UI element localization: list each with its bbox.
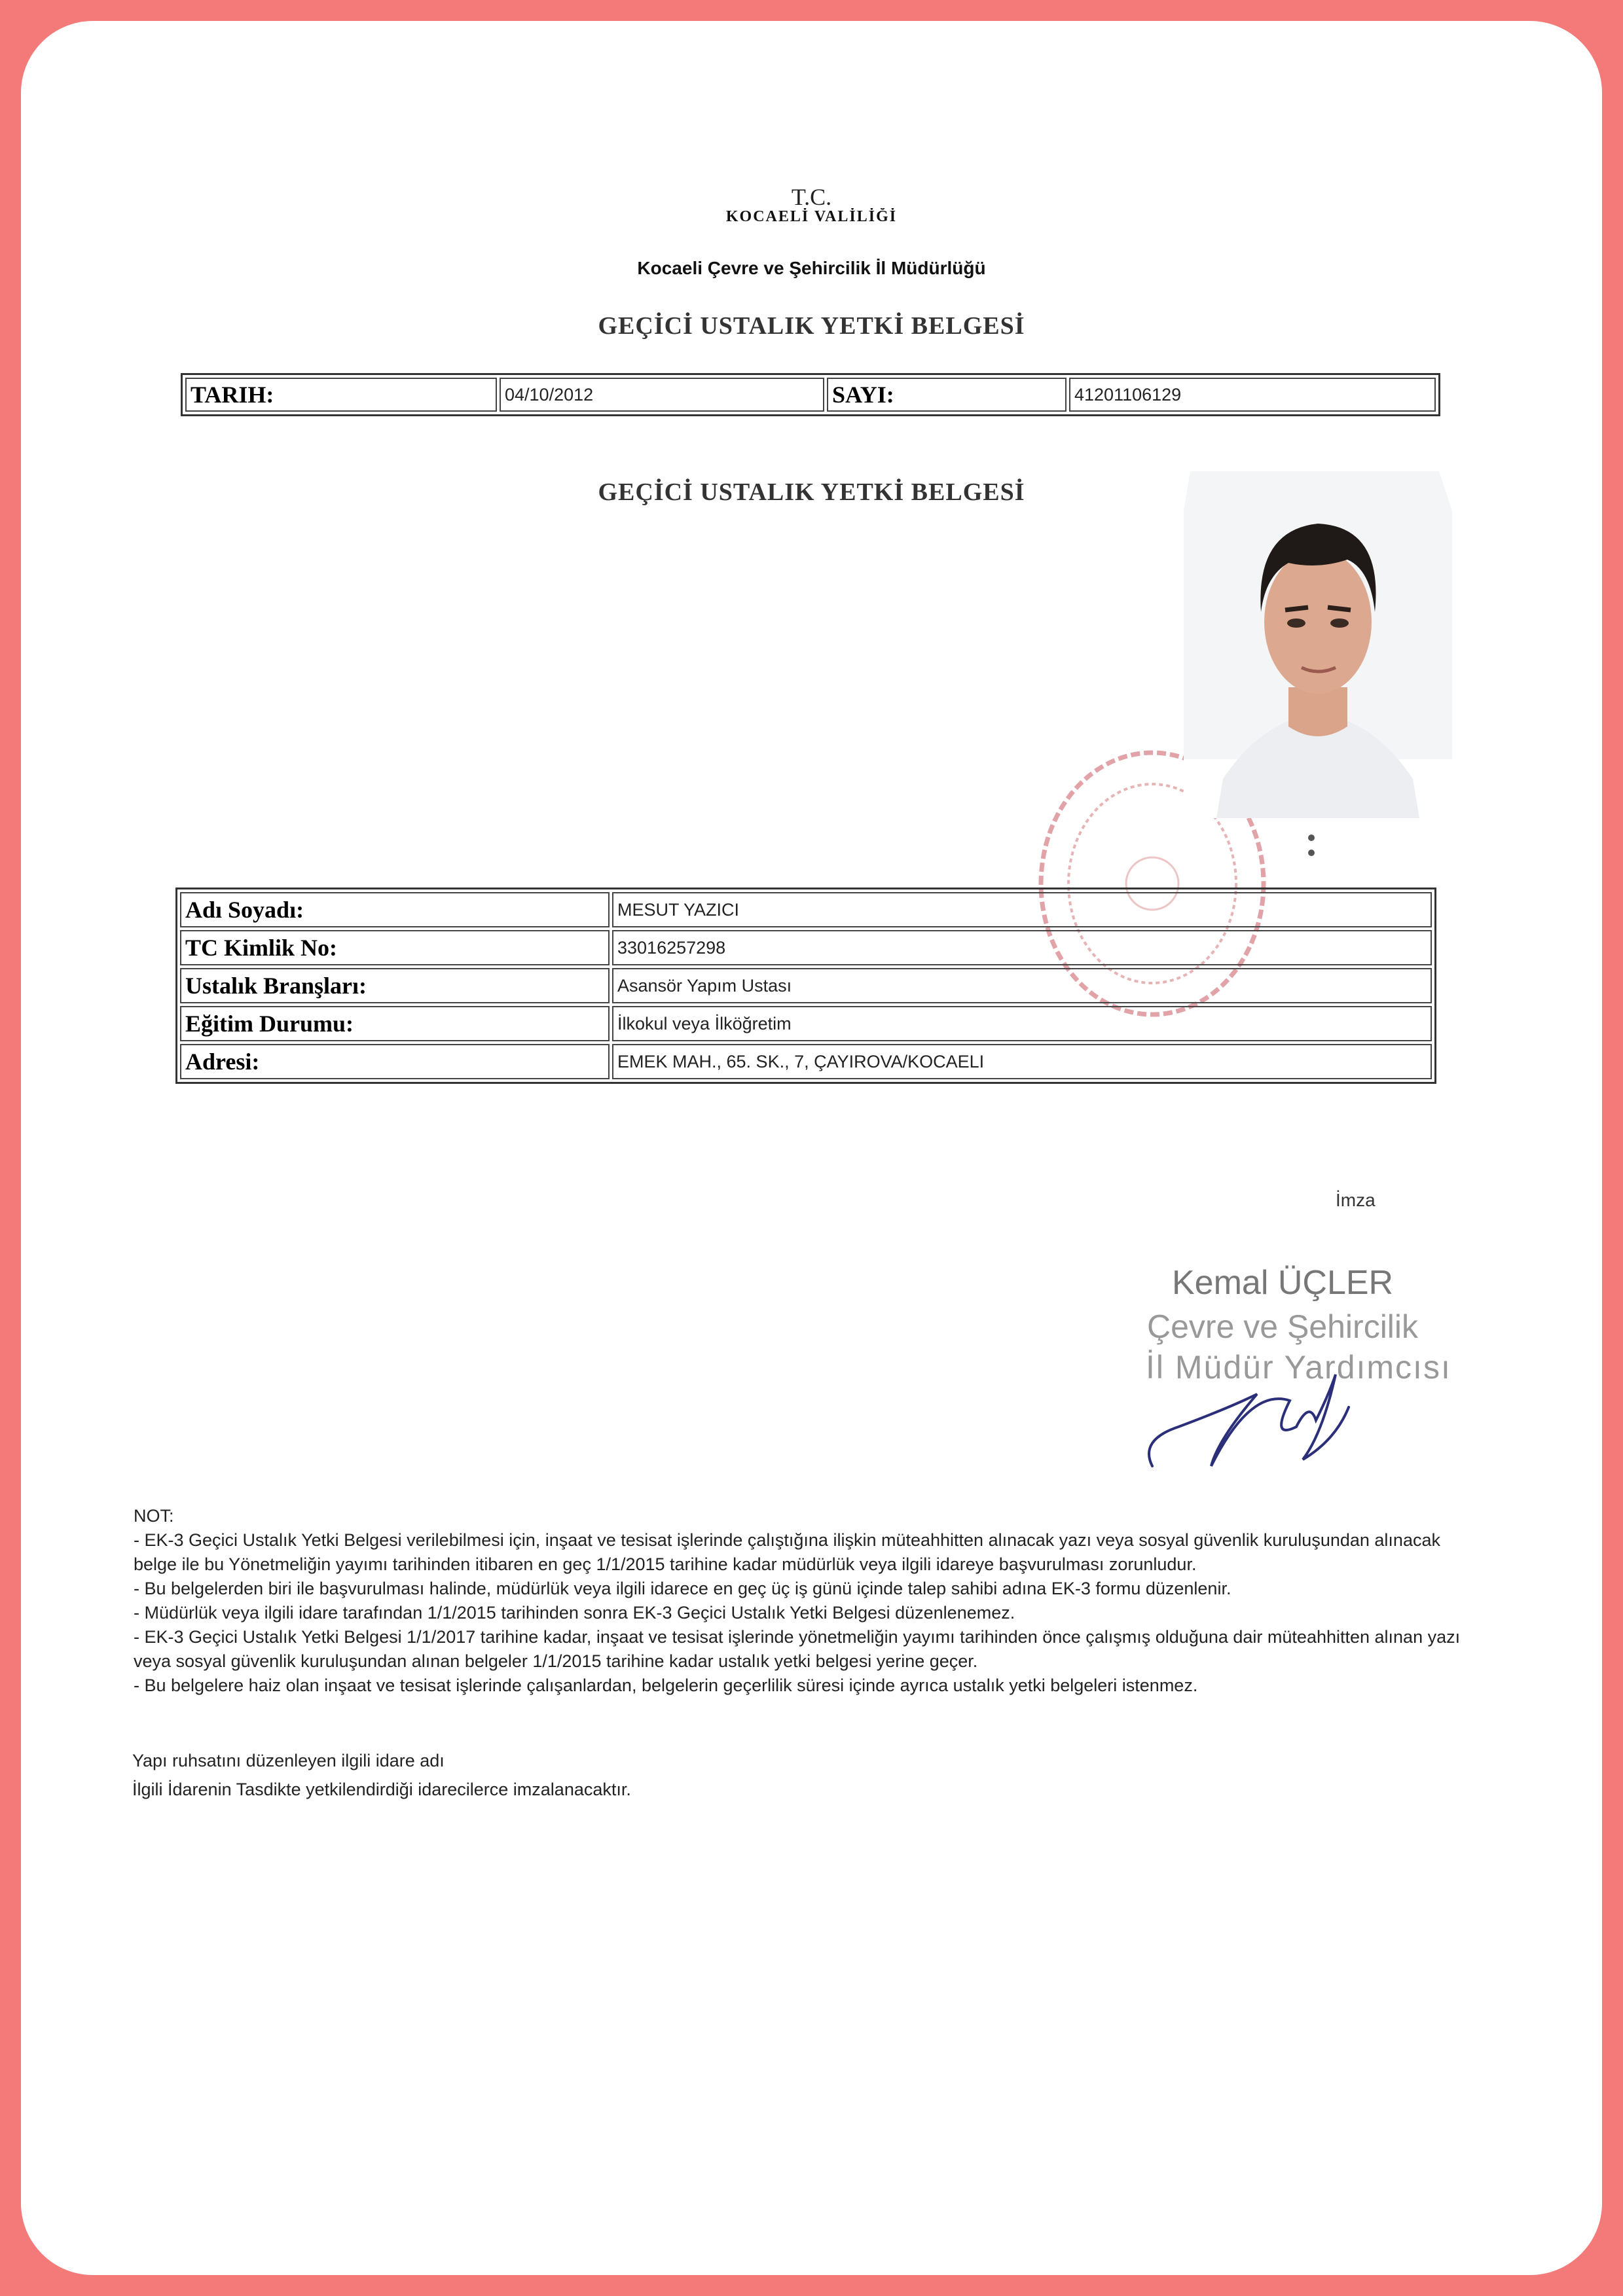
note-line: belge ile bu Yönetmeliğin yayımı tarihinden itibaren en geç 1/1/2015 tarihine kadar müdürlük veya ilgili idareye başvurulması zorunludur. (134, 1554, 1197, 1574)
document-page (21, 21, 1602, 2275)
signatory-title-line1: Çevre ve Şehircilik (1147, 1308, 1419, 1345)
date-value: 04/10/2012 (500, 378, 824, 412)
tc-id-value: 33016257298 (612, 930, 1432, 965)
notes-section (134, 1504, 1482, 1698)
address-label: Adresi: (180, 1044, 610, 1079)
signature-label: İmza (1336, 1190, 1376, 1210)
number-value: 41201106129 (1069, 378, 1436, 412)
footer-section (132, 1746, 631, 1804)
note-line: - Bu belgelerden biri ile başvurulması halinde, müdürlük veya ilgili idarece en geç üç iş günü içinde talep sahibi adına EK-3 formu düzenlenir. (134, 1579, 1231, 1598)
handwritten-signature (1139, 1361, 1355, 1479)
education-value: İlkokul veya İlköğretim (612, 1006, 1432, 1041)
header-directorate: Kocaeli Çevre ve Şehircilik İl Müdürlüğü (637, 258, 986, 278)
notes-heading: NOT: (134, 1506, 174, 1526)
signatory-title-line2: İl Müdür Yardımcısı (1146, 1349, 1451, 1386)
footer-line: Yapı ruhsatını düzenleyen ilgili idare adı (132, 1751, 445, 1770)
photo-button-dot (1308, 850, 1315, 856)
note-line: - Müdürlük veya ilgili idare tarafından 1/1/2015 tarihinden sonra EK-3 Geçici Ustalık Yetki Belgesi düzenlenemez. (134, 1603, 1015, 1623)
photo-button-dot (1308, 834, 1315, 841)
footer-line: İlgili İdarenin Tasdikte yetkilendirdiği idarecilerce imzalanacaktır. (132, 1780, 631, 1799)
signatory-name: Kemal ÜÇLER (1172, 1264, 1394, 1302)
name-value: MESUT YAZICI (612, 892, 1432, 927)
meta-table (181, 373, 1440, 416)
branch-label: Ustalık Branşları: (180, 968, 610, 1003)
note-line: - EK-3 Geçici Ustalık Yetki Belgesi verilebilmesi için, inşaat ve tesisat işlerinde çalıştığına ilişkin müteahhitten alınacak yazı veya sosyal güvenlik kuruluşundan alınacak (134, 1530, 1440, 1550)
name-label: Adı Soyadı: (180, 892, 610, 927)
table-row (180, 930, 1432, 965)
education-label: Eğitim Durumu: (180, 1006, 610, 1041)
applicant-photo (1184, 471, 1455, 818)
note-line: - Bu belgelere haiz olan inşaat ve tesisat işlerinde çalışanlardan, belgelerin geçerlilik süresi içinde ayrıca ustalık yetki belgeleri istenmez. (134, 1676, 1198, 1695)
branch-value: Asansör Yapım Ustası (612, 968, 1432, 1003)
header-tc: T.C. (791, 184, 832, 210)
personal-info-table (175, 888, 1436, 1084)
tc-id-label: TC Kimlik No: (180, 930, 610, 965)
address-value: EMEK MAH., 65. SK., 7, ÇAYIROVA/KOCAELI (612, 1044, 1432, 1079)
second-title: GEÇİCİ USTALIK YETKİ BELGESİ (598, 478, 1025, 506)
document-title: GEÇİCİ USTALIK YETKİ BELGESİ (598, 312, 1025, 340)
number-label: SAYI: (827, 378, 1067, 412)
table-row (180, 968, 1432, 1003)
date-label: TARIH: (185, 378, 497, 412)
note-line: veya sosyal güvenlik kuruluşundan alınan belgeler 1/1/2015 tarihine kadar ustalık yetki belgesi yerine geçer. (134, 1651, 978, 1671)
note-line: - EK-3 Geçici Ustalık Yetki Belgesi 1/1/2017 tarihine kadar, inşaat ve tesisat işlerinde yönetmeliğin yayımı tarihinden önce çalışmış olduğuna dair müteahhitten alınan yazı (134, 1627, 1461, 1647)
table-row (180, 1006, 1432, 1041)
header-valilik: KOCAELİ VALİLİĞİ (725, 208, 898, 224)
table-row (180, 1044, 1432, 1079)
table-row (180, 892, 1432, 927)
